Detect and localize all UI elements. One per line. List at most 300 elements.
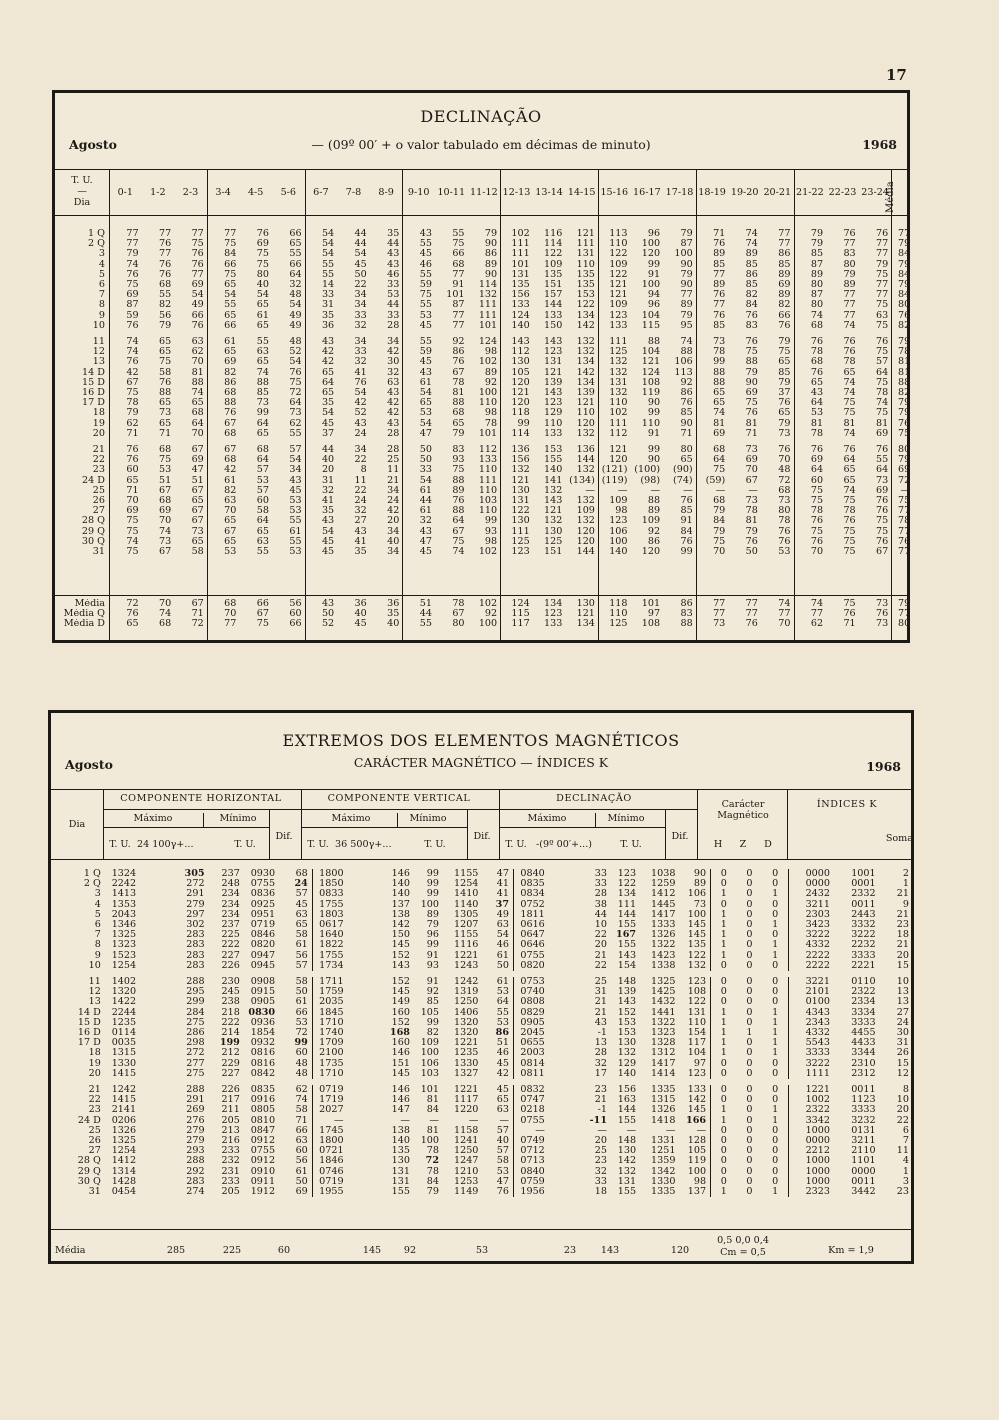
value-cell: 1415	[111, 1068, 137, 1079]
value-cell: 88	[452, 398, 465, 409]
value-cell: 70	[158, 599, 172, 609]
value-cell: 102	[478, 357, 498, 368]
value-cell: 57	[279, 961, 312, 971]
value-cell: —	[626, 1125, 637, 1136]
value-cell: 55	[256, 547, 269, 558]
extremos-panel	[48, 710, 914, 1264]
value-cell: 55	[158, 290, 172, 301]
value-cell: 35	[387, 609, 400, 620]
indices-header: ÍNDICES K	[816, 799, 878, 810]
value-cell: 65	[256, 320, 269, 331]
value-cell: 109	[420, 1038, 439, 1049]
value-cell: 78	[484, 418, 498, 429]
value-cell: 154	[679, 1028, 710, 1038]
table-row	[53, 1167, 913, 1177]
value-cell: 54	[289, 300, 302, 311]
value-cell: 108	[641, 619, 661, 630]
value-cell: 90	[679, 869, 710, 879]
day-label: 13	[88, 997, 101, 1008]
value-cell: 1	[720, 1115, 727, 1126]
value-cell: 231	[221, 1166, 240, 1177]
day-label: 12	[92, 347, 105, 358]
value-cell: 110	[609, 609, 628, 620]
value-cell: 0930	[250, 869, 276, 879]
hour-header: 9-10	[407, 187, 430, 198]
value-cell: 0719	[250, 920, 276, 931]
value-cell: 1800	[319, 869, 344, 879]
value-cell: 131	[679, 1008, 710, 1018]
value-cell: 89	[843, 280, 856, 291]
value-cell: 80	[810, 280, 824, 291]
value-cell: 1445	[651, 899, 676, 910]
value-cell: 42	[321, 357, 335, 368]
value-cell: 43	[289, 475, 302, 486]
value-cell: —	[585, 485, 595, 496]
value-cell: 24	[896, 1017, 909, 1028]
value-cell: 48	[289, 337, 302, 348]
table-row	[57, 280, 913, 290]
value-cell: 76	[126, 269, 139, 280]
value-cell: 1912	[250, 1187, 276, 1198]
value-cell: 77	[843, 310, 856, 321]
value-cell: 73	[713, 337, 726, 348]
media-cell: 80	[898, 300, 911, 311]
value-cell: 168	[389, 1028, 410, 1039]
value-cell: 33	[594, 869, 608, 879]
value-cell: 76	[876, 229, 889, 239]
day-label: 18	[88, 1048, 101, 1059]
value-cell: 68	[158, 280, 172, 291]
value-cell: 0905	[520, 1017, 545, 1028]
value-cell: 120	[511, 398, 530, 409]
value-cell: 145	[391, 940, 410, 951]
value-cell: 33	[387, 310, 400, 321]
vsep	[499, 789, 500, 859]
value-cell: 48	[289, 290, 302, 301]
table-row	[53, 997, 913, 1007]
value-cell: 110	[576, 259, 595, 270]
value-cell: 121	[544, 367, 563, 378]
value-cell: 106	[609, 526, 628, 537]
value-cell: 148	[617, 977, 637, 988]
value-cell: 0740	[520, 987, 545, 998]
value-cell: 4343	[805, 1007, 830, 1018]
value-cell: 78	[452, 599, 465, 609]
day-label: 21	[92, 445, 105, 456]
ext-means-rule	[51, 1229, 911, 1230]
value-cell: 0011	[851, 1176, 876, 1187]
value-cell: 26	[896, 1048, 909, 1059]
value-cell: 3332	[851, 920, 876, 931]
value-cell: 0	[746, 1007, 753, 1018]
value-cell: 139	[576, 388, 595, 399]
value-cell: 77	[778, 609, 791, 620]
value-cell: 68	[256, 445, 269, 456]
value-cell: 283	[186, 1176, 205, 1187]
value-cell: 88	[647, 337, 661, 348]
value-cell: 23	[896, 1187, 909, 1198]
corner-tu: T. U.	[71, 175, 93, 186]
value-cell: 69	[126, 290, 139, 301]
value-cell: 28	[594, 889, 608, 900]
value-cell: 97	[679, 1059, 710, 1069]
value-cell: 55	[289, 516, 302, 527]
value-cell: 53	[289, 506, 302, 517]
value-cell: 132	[576, 496, 595, 507]
value-cell: —	[468, 1115, 479, 1126]
value-cell: 55	[876, 455, 889, 466]
value-cell: 86	[224, 377, 237, 388]
value-cell: 20	[321, 465, 335, 476]
day-label: 7	[98, 290, 105, 301]
value-cell: 100	[478, 388, 498, 399]
value-cell: 122	[617, 879, 637, 890]
value-cell: 75	[745, 398, 758, 409]
value-cell: 0925	[250, 899, 276, 910]
value-cell: 63	[482, 1105, 513, 1115]
day-label: 26	[92, 496, 105, 507]
value-cell: 121	[576, 609, 595, 620]
value-cell: 53	[158, 465, 172, 476]
table-row	[57, 249, 913, 259]
value-cell: 283	[186, 950, 205, 961]
value-cell: 103	[420, 1068, 439, 1079]
value-cell: 142	[576, 320, 595, 331]
value-cell: 0	[762, 1136, 788, 1146]
value-cell: 0721	[319, 1146, 344, 1157]
table-row	[53, 1028, 913, 1038]
value-cell: 63	[191, 337, 204, 348]
value-cell: 75	[843, 408, 856, 419]
value-cell: 135	[576, 269, 595, 280]
ext-media-dmax: 23	[563, 1245, 577, 1256]
day-label: 2 Q	[83, 879, 101, 890]
day-label: 22	[88, 1095, 101, 1106]
value-cell: 75	[126, 526, 139, 537]
value-cell: 121	[511, 475, 530, 486]
value-cell: 121	[609, 280, 628, 291]
value-cell: 42	[387, 398, 400, 409]
day-label: 24 D	[77, 1115, 101, 1126]
value-cell: 74	[810, 310, 824, 321]
table-row	[57, 398, 913, 408]
value-cell: 50	[321, 609, 335, 620]
value-cell: 80	[778, 506, 791, 517]
value-cell: 76	[745, 536, 758, 547]
hour-header: 11-12	[470, 187, 498, 198]
value-cell: 1	[720, 920, 727, 931]
table-row	[57, 408, 913, 418]
value-cell: 145	[391, 987, 410, 998]
value-cell: 1640	[319, 930, 344, 941]
value-cell: 75	[843, 547, 856, 558]
value-cell: 36	[321, 320, 335, 331]
value-cell: 75	[256, 259, 269, 270]
value-cell: 70	[224, 609, 237, 620]
day-label: 12	[88, 987, 101, 998]
value-cell: 58	[279, 977, 312, 987]
value-cell: 0912	[250, 1136, 276, 1147]
value-cell: 60	[256, 496, 269, 507]
value-cell: 132	[544, 485, 563, 496]
value-cell: 1221	[453, 1038, 479, 1049]
hour-header: 15-16	[600, 187, 629, 198]
table-row	[53, 1187, 913, 1197]
value-cell: 1221	[805, 1085, 830, 1096]
value-cell: 4332	[805, 940, 830, 951]
value-cell: 100	[420, 1048, 439, 1059]
media-cell: 84	[898, 269, 911, 280]
value-cell: 1711	[319, 977, 344, 988]
vsep	[697, 789, 698, 859]
value-cell: 1123	[851, 1095, 876, 1106]
value-cell: 132	[576, 516, 595, 527]
value-cell: 57	[289, 445, 302, 456]
value-cell: 57	[876, 357, 889, 368]
value-cell: 65	[680, 455, 693, 466]
value-cell: 2027	[319, 1105, 344, 1116]
decl-tu2: T. U.	[620, 839, 642, 850]
value-cell: —	[429, 1115, 439, 1126]
value-cell: 21	[896, 940, 909, 951]
value-cell: 67	[745, 475, 758, 486]
value-cell: 137	[391, 899, 410, 910]
value-cell: 86	[680, 388, 693, 399]
value-cell: 68	[713, 496, 726, 507]
value-cell: 1002	[805, 1095, 830, 1106]
value-cell: 112	[511, 347, 530, 358]
value-cell: 81	[452, 388, 465, 399]
value-cell: 89	[452, 485, 465, 496]
value-cell: 3333	[851, 1017, 876, 1028]
value-cell: 64	[810, 465, 824, 476]
value-cell: 9	[902, 899, 909, 910]
value-cell: 136	[576, 445, 595, 456]
value-cell: 101	[641, 599, 661, 609]
value-cell: 1251	[651, 1146, 676, 1157]
value-cell: 55	[482, 1008, 513, 1018]
value-cell: 76	[126, 609, 139, 620]
value-cell: 110	[478, 485, 498, 496]
value-cell: 0	[746, 1136, 753, 1147]
value-cell: 1	[720, 889, 727, 900]
value-cell: 54	[419, 475, 432, 486]
value-cell: 71	[126, 485, 139, 496]
value-cell: 64	[191, 418, 204, 429]
value-cell: 68	[452, 259, 465, 270]
day-label: 17 D	[77, 1038, 101, 1049]
value-cell: 0719	[319, 1176, 344, 1187]
value-cell: 85	[680, 506, 693, 517]
value-cell: 116	[544, 229, 563, 239]
declinacao-title: DECLINAÇÃO	[420, 107, 542, 126]
value-cell: 73	[876, 619, 889, 630]
value-cell: 118	[609, 599, 628, 609]
value-cell: 79	[810, 239, 824, 250]
table-row	[53, 940, 913, 950]
value-cell: 56	[158, 310, 172, 321]
extremos-year: 1968	[866, 759, 901, 774]
value-cell: 1845	[319, 1007, 344, 1018]
value-cell: 76	[876, 536, 889, 547]
value-cell: 43	[387, 418, 400, 429]
value-cell: 61	[279, 1167, 312, 1177]
value-cell: 91	[647, 269, 661, 280]
ext-media-zmax: 145	[362, 1245, 382, 1256]
value-cell: 18	[896, 930, 909, 941]
value-cell: 134	[544, 599, 563, 609]
value-cell: 2212	[805, 1146, 830, 1157]
value-cell: 63	[256, 347, 269, 358]
value-cell: 82	[224, 367, 237, 378]
value-cell: 3333	[851, 1105, 876, 1116]
value-cell: 1247	[453, 1156, 479, 1167]
value-cell: 17	[594, 1068, 608, 1079]
value-cell: 54	[419, 388, 432, 399]
value-cell: 2222	[805, 960, 830, 971]
value-cell: 43	[419, 229, 432, 239]
table-row	[57, 290, 913, 300]
value-cell: 69	[224, 357, 237, 368]
value-cell: 53	[289, 547, 302, 558]
value-cell: 76	[713, 239, 726, 250]
value-cell: 64	[713, 455, 726, 466]
header-bottom-rule	[55, 215, 907, 216]
media-cell: 77	[898, 609, 911, 620]
value-cell: 0	[746, 879, 753, 890]
value-cell: 1322	[651, 1017, 676, 1028]
value-cell: 123	[609, 516, 628, 527]
value-cell: 100	[641, 239, 661, 250]
hour-header: 8-9	[378, 187, 394, 198]
value-cell: 111	[478, 475, 498, 486]
value-cell: 77	[713, 269, 726, 280]
value-cell: 0805	[250, 1105, 276, 1116]
value-cell: 0	[762, 997, 788, 1007]
value-cell: 55	[419, 239, 432, 250]
ext-media-hdif: 60	[277, 1245, 291, 1256]
value-cell: 73	[778, 428, 791, 439]
value-cell: 0	[720, 1068, 727, 1079]
value-cell: 0	[746, 1146, 753, 1157]
value-cell: 99	[426, 940, 439, 951]
value-cell: 123	[679, 1069, 710, 1079]
value-cell: 77	[778, 239, 791, 250]
value-cell: 70	[158, 516, 172, 527]
value-cell: 81	[876, 418, 889, 429]
value-cell: 1	[762, 951, 788, 961]
hour-header: 21-22	[796, 187, 824, 198]
sub-rule	[301, 827, 467, 828]
value-cell: 88	[256, 377, 269, 388]
value-cell: 3232	[851, 1115, 876, 1126]
value-cell: 199	[219, 1038, 240, 1049]
value-cell: 66	[224, 320, 237, 331]
value-cell: 65	[843, 367, 856, 378]
extremos-subtitle: CARÁCTER MAGNÉTICO — ÍNDICES K	[353, 755, 609, 770]
value-cell: 111	[511, 526, 530, 537]
value-cell: 76	[713, 290, 726, 301]
value-cell: 25	[594, 977, 608, 988]
value-cell: 80	[452, 619, 465, 630]
day-label: 26	[88, 1136, 101, 1147]
value-cell: 65	[256, 428, 269, 439]
value-cell: 0	[762, 1069, 788, 1079]
value-cell: 48	[279, 1059, 312, 1069]
value-cell: 305	[184, 869, 205, 879]
declinacao-panel	[52, 90, 910, 643]
day-label: 16 D	[77, 1028, 101, 1039]
value-cell: 120	[641, 249, 661, 260]
day-label: 31	[92, 547, 105, 558]
value-cell: 1235	[453, 1048, 479, 1059]
table-row	[53, 1126, 913, 1136]
value-cell: 0	[746, 920, 753, 931]
ext-media-zmin: 92	[403, 1245, 417, 1256]
value-cell: 109	[609, 300, 628, 311]
value-cell: 70	[810, 547, 824, 558]
value-cell: 24	[387, 496, 400, 507]
value-cell: 87	[452, 300, 465, 311]
value-cell: 98	[679, 1177, 710, 1187]
value-cell: 102	[511, 229, 530, 239]
value-cell: 74	[452, 547, 465, 558]
value-cell: 114	[511, 428, 530, 439]
table-row	[57, 270, 913, 280]
value-cell: 53	[482, 1167, 513, 1177]
value-cell: 101	[420, 1085, 439, 1096]
value-cell: 4455	[851, 1028, 876, 1039]
value-cell: 111	[478, 300, 498, 311]
value-cell: 1	[762, 1116, 788, 1126]
value-cell: 212	[221, 1048, 240, 1059]
value-cell: 0110	[851, 977, 876, 988]
value-cell: -1	[597, 1028, 608, 1039]
value-cell: 0	[762, 910, 788, 920]
value-cell: 65	[321, 388, 335, 399]
value-cell: 0	[762, 1146, 788, 1156]
value-cell: 65	[810, 377, 824, 388]
value-cell: 65	[191, 398, 204, 409]
value-cell: 283	[186, 940, 205, 951]
value-cell: 151	[544, 547, 563, 558]
value-cell: 145	[391, 1068, 410, 1079]
value-cell: 75	[843, 536, 856, 547]
hour-header: 10-11	[437, 187, 466, 198]
value-cell: 155	[617, 1115, 637, 1126]
value-cell: 72	[778, 475, 791, 486]
table-row	[53, 1069, 913, 1079]
value-cell: 0	[762, 1059, 788, 1069]
value-cell: 59	[419, 347, 432, 358]
column-group-separator	[794, 169, 795, 640]
value-cell: 149	[391, 997, 410, 1008]
decl-base: -(9º 00′+...)	[536, 839, 592, 850]
value-cell: 74	[680, 337, 693, 348]
value-cell: 67	[158, 485, 172, 496]
value-cell: 66	[778, 310, 791, 321]
value-cell: 100	[478, 619, 498, 630]
value-cell: 153	[576, 290, 595, 301]
value-cell: 58	[482, 1156, 513, 1166]
value-cell: 34	[289, 465, 302, 476]
value-cell: 152	[391, 977, 410, 988]
value-cell: 75	[158, 455, 172, 466]
value-cell: 75	[778, 347, 791, 358]
value-cell: 1111	[805, 1068, 830, 1079]
value-cell: 81	[843, 418, 856, 429]
value-cell: 1000	[805, 1176, 830, 1187]
